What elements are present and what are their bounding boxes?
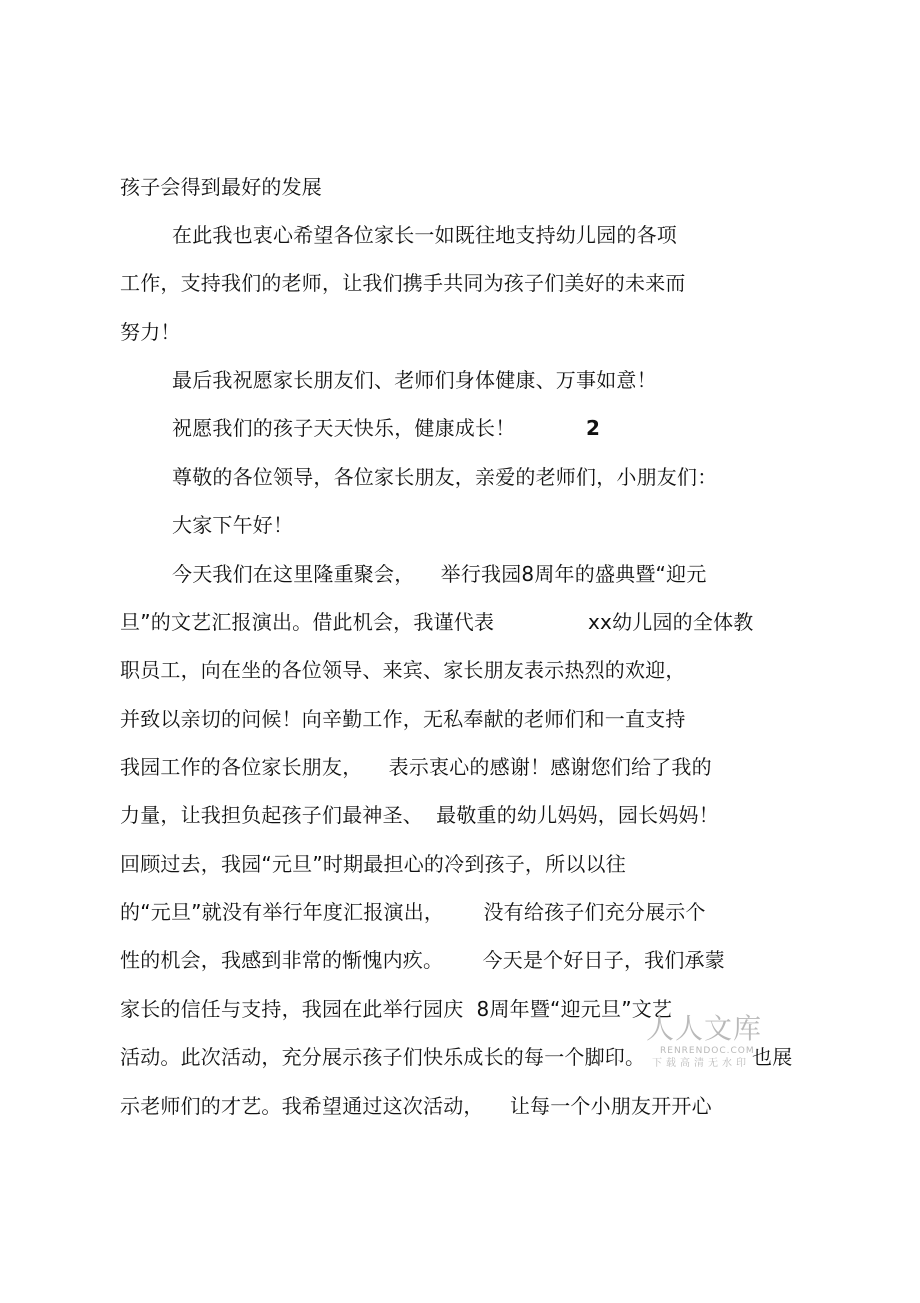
text-line-1: 孩子会得到最好的发展 [120,175,322,199]
section-number: 2 [586,416,601,440]
text-line-10-tail: xx幼儿园的全体教 [588,610,754,634]
text-line-18: 家长的信任与支持，我园在此举行园庆 8周年暨“迎元旦”文艺 [120,997,673,1021]
text-line-2: 在此我也衷心希望各位家长一如既往地支持幼儿园的各项 [172,223,677,247]
watermark-domain: RENRENDOC.COM [660,1046,755,1056]
text-line-20: 示老师们的才艺。我希望通过这次活动， 让每一个小朋友开开心 [120,1094,712,1118]
watermark-subtitle: 下载高清无水印 [652,1058,750,1069]
text-line-8: 大家下午好！ [172,513,294,537]
watermark-title: 人人文库 [646,1012,763,1045]
text-line-7: 尊敬的各位领导，各位家长朋友，亲爱的老师们，小朋友们： [172,465,718,489]
text-line-19: 活动。此次活动，充分展示孩子们快乐成长的每一个脚印。 [120,1045,646,1069]
text-line-10: 旦”的文艺汇报演出。借此机会，我谨代表 [120,610,495,634]
text-line-14: 力量，让我担负起孩子们最神圣、 最敬重的幼儿妈妈，园长妈妈！ [120,803,719,827]
text-line-9: 今天我们在这里隆重聚会， 举行我园8周年的盛典暨“迎元 [172,562,707,586]
text-line-15: 回顾过去，我园“元旦”时期最担心的冷到孩子，所以以往 [120,852,626,876]
text-line-13: 我园工作的各位家长朋友， 表示衷心的感谢！感谢您们给了我的 [120,755,712,779]
text-line-11: 职员工，向在坐的各位领导、来宾、家长朋友表示热烈的欢迎， [120,658,686,682]
text-line-6: 祝愿我们的孩子天天快乐，健康成长！ [172,416,516,440]
watermark-logo [646,1012,796,1082]
text-line-5: 最后我祝愿家长朋友们、老师们身体健康、万事如意！ [172,368,657,392]
text-line-17: 性的机会，我感到非常的惭愧内疚。 今天是个好日子，我们承蒙 [120,948,725,972]
text-line-19-tail: 也展 [752,1045,793,1069]
text-line-16: 的“元旦”就没有举行年度汇报演出， 没有给孩子们充分展示个 [120,900,706,924]
text-line-4: 努力！ [120,320,181,344]
text-line-12: 并致以亲切的问候！向辛勤工作，无私奉献的老师们和一直支持 [120,707,686,731]
text-line-3: 工作，支持我们的老师，让我们携手共同为孩子们美好的未来而 [120,271,686,295]
